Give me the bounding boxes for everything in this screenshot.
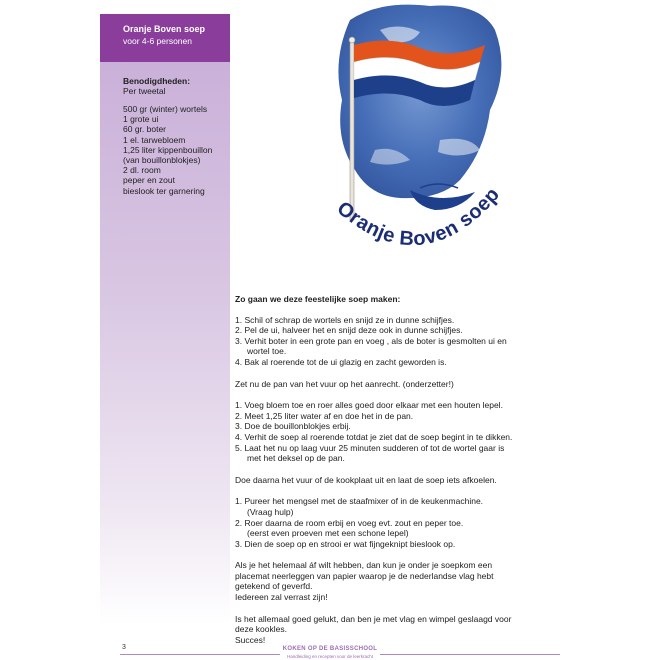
step-item: 5. Laat het nu op laag vuur 25 minuten sudderen of tot de wortel gaar is (235, 442, 505, 453)
paragraph: Doe daarna het vuur of de kookplaat uit en laat de soep iets afkoelen. (235, 474, 497, 485)
recipe-title: Oranje Boven soep (123, 24, 206, 34)
ingredient-item: 500 gr (winter) wortels (123, 104, 208, 114)
step-item: 2. Meet 1,25 liter water af en doe het in de pan. (235, 410, 414, 421)
step-item: 4. Verhit de soep al roerende totdat je ziet dat de soep begint in te dikken. (235, 431, 513, 442)
ingredient-item: (van bouillonblokjes) (123, 155, 201, 166)
step-item: 1. Voeg bloem toe en roer alles goed door elkaar met een houten lepel. (235, 400, 503, 411)
text-line: Is het allemaal goed gelukt, dan ben je met vlag en wimpel geslaagd voor (235, 613, 512, 624)
instructions (235, 294, 565, 645)
text-line: Als je het helemaal áf wilt hebben, dan kun je onder je soepkom een (235, 560, 493, 571)
step-item: 4. Bak al roerende tot de ui glazig en zacht geworden is. (235, 356, 447, 367)
ingredient-item: 1 grote ui (123, 114, 159, 125)
step-item: 1. Pureer het mengsel met de staafmixer of in de keukenmachine. (235, 496, 484, 507)
step-item-continued: (Vraag hulp) (247, 506, 294, 517)
text-line: Iedereen zal verrast zijn! (235, 592, 328, 603)
recipe-subtitle: voor 4-6 personen (123, 36, 192, 46)
step-item: 2. Roer daarna de room erbij en voeg evt. zout en peper toe. (235, 517, 464, 528)
step-item-continued: wortel toe. (247, 346, 287, 357)
paragraph (235, 614, 565, 646)
illustration-title: Oranje Boven soep (332, 183, 505, 251)
flag-illustration (320, 0, 520, 275)
instructions-intro: Zo gaan we deze feestelijke soep maken: (235, 294, 401, 304)
ingredient-item: 1 el. tarwebloem (123, 134, 186, 145)
step-item-continued: (eerst even proeven met een schone lepel) (247, 528, 409, 539)
sky-wash (338, 5, 501, 199)
step-item: 3. Dien de soep op en strooi er wat fijngeknipt bieslook op. (235, 538, 456, 549)
ingredients-subheading: Per tweetal (123, 86, 166, 96)
paragraph: Zet nu de pan van het vuur op het aanrecht. (onderzetter!) (235, 378, 454, 389)
text-line: Succes! (235, 634, 266, 645)
steps-list-1 (235, 315, 565, 368)
ingredient-item: 2 dl. room (123, 165, 161, 176)
text-line: placemat neerleggen van papier waarop je de nederlandse vlag hebt (235, 570, 494, 581)
ingredient-item: 1,25 liter kippenbouillon (123, 144, 213, 155)
ingredient-item: bieslook ter garnering (123, 185, 205, 196)
page-number: 3 (122, 644, 126, 651)
text-line: getekend of geverfd. (235, 581, 313, 592)
footer-subtitle: Handleiding en recepten voor de leerkracht (286, 654, 374, 659)
step-item: 3. Doe de bouillonblokjes erbij. (235, 421, 351, 432)
ingredients-heading: Benodigdheden: (123, 76, 191, 86)
footer-title: KOKEN OP DE BASISSCHOOL (282, 646, 378, 652)
ingredient-item: peper en zout (123, 175, 175, 186)
flagpole (350, 40, 354, 220)
step-item-continued: met het deksel op de pan. (247, 453, 345, 464)
step-item: 1. Schil of schrap de wortels en snijd ze in dunne schijfjes. (235, 314, 455, 325)
paragraph (235, 560, 565, 602)
steps-list-3 (235, 496, 565, 549)
ingredient-item: 60 gr. boter (123, 124, 167, 135)
steps-list-2 (235, 400, 565, 464)
step-item: 3. Verhit boter in een grote pan en voeg , als de boter is gesmolten ui en (235, 335, 507, 346)
ingredients-list (123, 104, 212, 196)
text-line: deze kookles. (235, 624, 287, 635)
step-item: 2. Pel de ui, halveer het en snijd deze ook in dunne schijfjes. (235, 325, 463, 336)
